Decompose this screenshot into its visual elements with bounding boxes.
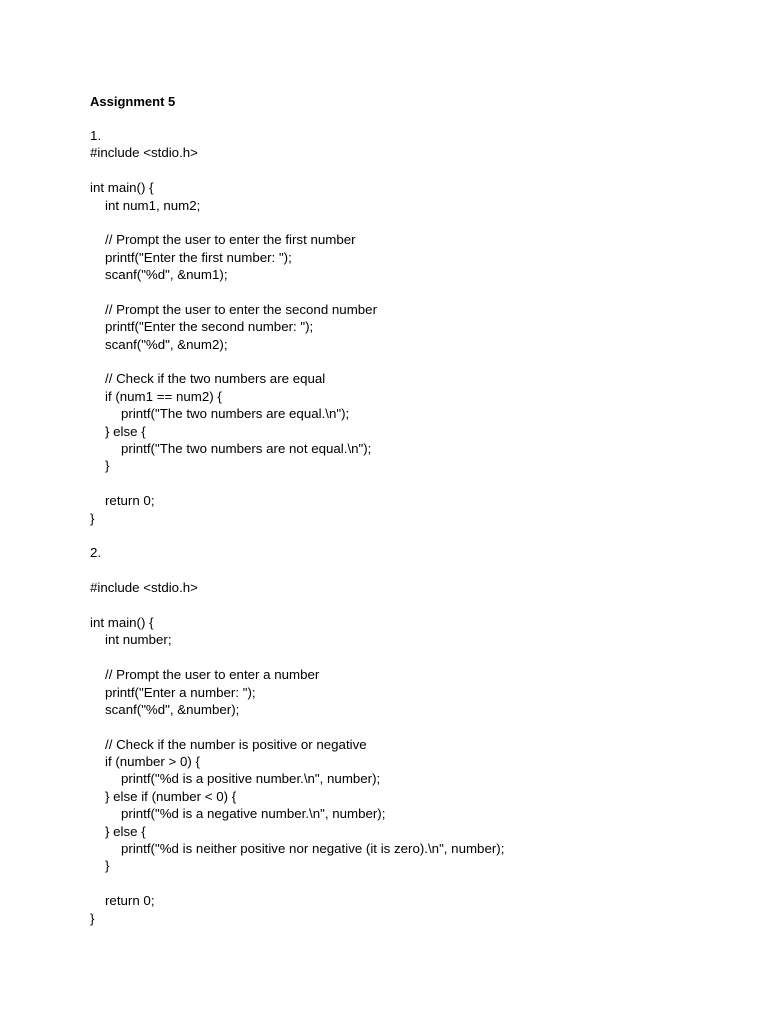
- code-line: int main() {: [90, 614, 154, 630]
- code-line: // Check if the two numbers are equal: [105, 371, 326, 387]
- code-line: #include <stdio.h>: [90, 580, 198, 596]
- code-line: }: [90, 510, 95, 526]
- code-line: printf("Enter a number: ");: [105, 684, 256, 700]
- blank-line: [90, 353, 730, 370]
- code-line: if (number > 0) {: [105, 754, 200, 770]
- blank-line: [90, 162, 730, 179]
- code-line: // Prompt the user to enter the second number: [105, 301, 377, 317]
- code-line: printf("The two numbers are not equal.\n");: [121, 441, 372, 457]
- code-line: }: [105, 458, 110, 474]
- blank-line: [90, 284, 730, 301]
- blank-line: [90, 214, 730, 231]
- code-line: printf("The two numbers are equal.\n");: [121, 406, 350, 422]
- code-line: scanf("%d", &num2);: [105, 336, 228, 352]
- blank-line: [90, 718, 730, 735]
- code-line: printf("Enter the first number: ");: [105, 249, 292, 265]
- blank-line: [90, 562, 730, 579]
- code-line: } else {: [105, 423, 146, 439]
- code-line: } else if (number < 0) {: [105, 788, 237, 804]
- blank-line: [90, 875, 730, 892]
- blank-line: [90, 649, 730, 666]
- code-line: printf("%d is neither positive nor negative (it is zero).\n", number);: [121, 841, 505, 857]
- code-line: return 0;: [105, 493, 155, 509]
- code-line: printf("%d is a positive number.\n", number);: [121, 771, 381, 787]
- document-body: [90, 127, 730, 927]
- code-line: }: [105, 858, 110, 874]
- blank-line: [90, 475, 730, 492]
- code-line: } else {: [105, 823, 146, 839]
- code-line: }: [90, 910, 95, 926]
- code-line: scanf("%d", &number);: [105, 701, 240, 717]
- document-title: Assignment 5: [90, 94, 176, 109]
- code-line: printf("%d is a negative number.\n", number);: [121, 806, 386, 822]
- code-line: #include <stdio.h>: [90, 145, 198, 161]
- code-line: int main() {: [90, 180, 154, 196]
- code-line: if (num1 == num2) {: [105, 388, 222, 404]
- code-line: printf("Enter the second number: ");: [105, 319, 314, 335]
- code-line: 1.: [90, 128, 102, 143]
- code-line: int num1, num2;: [105, 197, 201, 213]
- blank-line: [90, 597, 730, 614]
- blank-line: [90, 527, 730, 544]
- code-line: // Check if the number is positive or negative: [105, 736, 367, 752]
- code-line: return 0;: [105, 893, 155, 909]
- code-line: int number;: [105, 632, 172, 648]
- code-line: // Prompt the user to enter the first number: [105, 232, 356, 248]
- code-line: // Prompt the user to enter a number: [105, 667, 320, 683]
- code-line: scanf("%d", &num1);: [105, 267, 228, 283]
- code-line: 2.: [90, 545, 102, 561]
